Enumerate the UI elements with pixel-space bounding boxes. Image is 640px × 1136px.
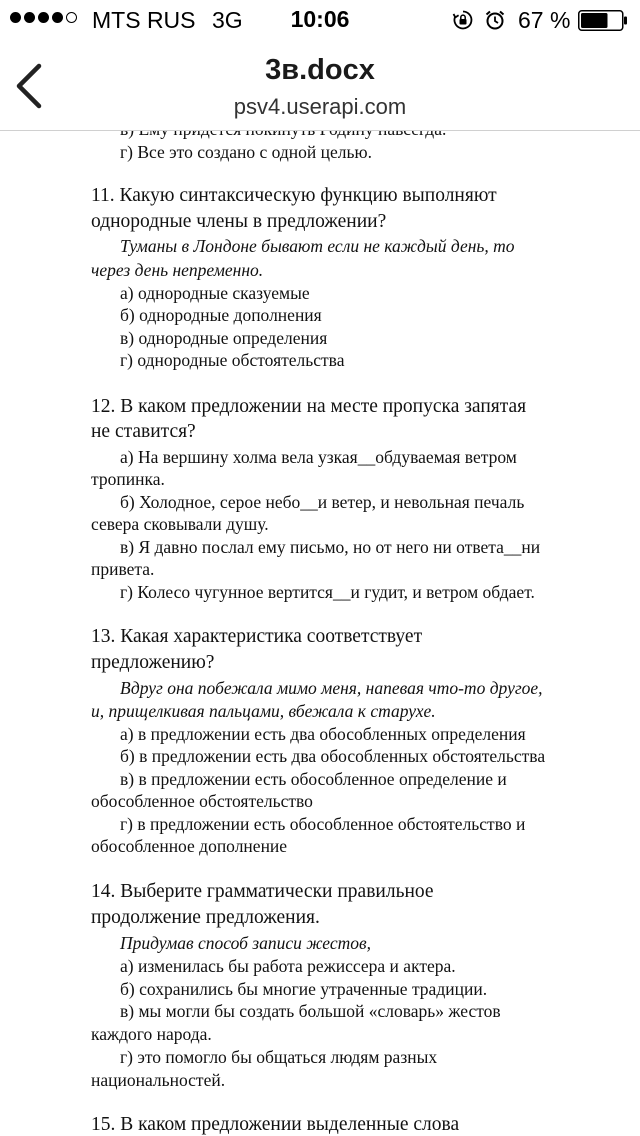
orientation-lock-icon	[452, 9, 474, 31]
question-14-option-a: а) изменилась бы работа режиссера и актера.	[120, 956, 456, 976]
battery-icon	[578, 10, 628, 31]
question-11-option-a: а) однородные сказуемые	[120, 283, 310, 303]
option-line: г) Все это создано с одной целью.	[120, 142, 372, 162]
question-13-option-v-cont: обособленное обстоятельство	[91, 791, 313, 811]
question-13-option-a: а) в предложении есть два обособленных определения	[120, 724, 526, 744]
document-url: psv4.userapi.com	[233, 94, 407, 119]
document-title: 3в.docx	[265, 54, 375, 86]
network-type: 3G	[212, 7, 243, 33]
question-12-option-v: в) Я давно послал ему письмо, но от него ни ответа__ни	[120, 537, 541, 557]
question-12-text: 12. В каком предложении на месте пропуска запятая	[91, 396, 527, 417]
question-11-text: 11. Какую синтаксическую функцию выполняют	[91, 185, 497, 206]
question-11-example-cont: через день непременно.	[91, 260, 264, 280]
battery-percentage: 67 %	[518, 7, 571, 33]
question-14-text-cont: продолжение предложения.	[91, 907, 320, 928]
question-13-option-g: г) в предложении есть обособленное обстоятельство и	[120, 814, 526, 834]
question-14-option-g-cont: национальностей.	[91, 1070, 226, 1090]
question-14-option-v: в) мы могли бы создать большой «словарь» жестов	[120, 1001, 501, 1021]
question-15-text: 15. В каком предложении выделенные слова	[91, 1114, 460, 1135]
question-14-example: Придумав способ записи жестов,	[120, 933, 371, 953]
question-14-option-b: б) сохранились бы многие утраченные традиции.	[120, 979, 488, 999]
question-11-option-v: в) однородные определения	[120, 328, 328, 348]
question-14-option-v-cont: каждого народа.	[91, 1024, 212, 1044]
clock: 10:06	[290, 6, 350, 32]
question-12-text-cont: не ставится?	[91, 421, 196, 442]
question-13-text-cont: предложению?	[91, 652, 215, 673]
question-12-option-g: г) Колесо чугунное вертится__и гудит, и ветром обдает.	[120, 582, 535, 602]
question-12-option-b-cont: севера сковывали душу.	[91, 514, 269, 534]
question-11-example: Туманы в Лондоне бывают если не каждый день, то	[120, 236, 515, 256]
question-11-option-b: б) однородные дополнения	[120, 305, 322, 325]
question-13-example-cont: и, прищелкивая пальцами, вбежала к старухе.	[91, 701, 436, 721]
navigation-bar	[0, 40, 640, 131]
question-12-option-b: б) Холодное, серое небо__и ветер, и невольная печаль	[120, 492, 525, 512]
question-12-option-v-cont: привета.	[91, 559, 155, 579]
question-13-option-b: б) в предложении есть два обособленных обстоятельства	[120, 746, 546, 766]
question-13-example: Вдруг она побежала мимо меня, напевая что-то другое,	[120, 678, 543, 698]
question-12-option-a: а) На вершину холма вела узкая__обдуваемая ветром	[120, 447, 517, 467]
carrier-name: MTS RUS	[92, 7, 196, 33]
question-13-option-g-cont: обособленное дополнение	[91, 836, 288, 856]
question-11-option-g: г) однородные обстоятельства	[120, 350, 345, 370]
question-11-text-cont: однородные члены в предложении?	[91, 211, 387, 232]
document-viewer[interactable]	[0, 112, 640, 1136]
question-14-option-g: г) это помогло бы общаться людям разных	[120, 1047, 438, 1067]
status-bar	[0, 0, 640, 40]
alarm-icon	[484, 9, 506, 31]
question-12-option-a-cont: тропинка.	[91, 469, 165, 489]
question-13-option-v: в) в предложении есть обособленное определение и	[120, 769, 507, 789]
question-14-text: 14. Выберите грамматически правильное	[91, 881, 434, 902]
question-13-text: 13. Какая характеристика соответствует	[91, 626, 423, 647]
